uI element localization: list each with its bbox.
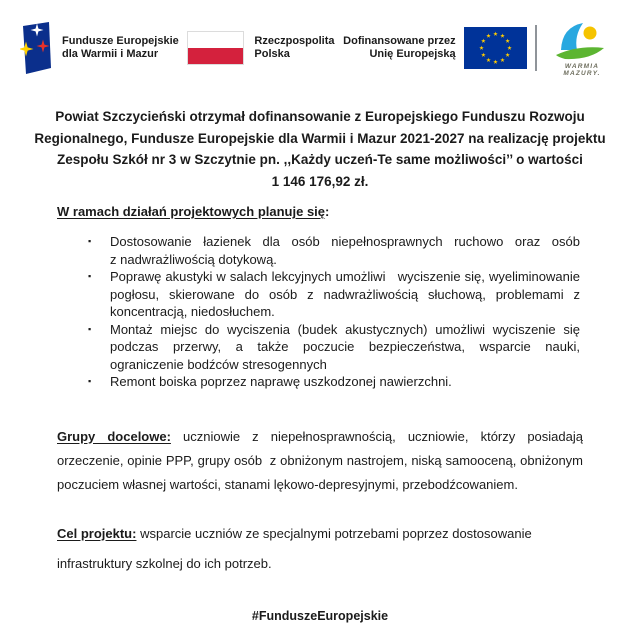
intro-line-amount: 1 146 176,92 zł. xyxy=(271,173,369,189)
eu-logo-line1: Dofinansowane przez xyxy=(343,34,456,47)
list-item-text: Poprawę akustyki w salach lekcyjnych umożliwi wyciszenie się, wyeliminowanie pogłosu, skierowane do osób z nadwrażliwością słuchową, problemami z koncentracją, niedosłuchem. xyxy=(110,269,580,319)
project-goal-label: Cel projektu: xyxy=(57,525,137,541)
wm-logo-line2: MAZURY. xyxy=(563,70,601,77)
poland-logo-line2: Polska xyxy=(254,48,290,60)
fe-logo-line1: Fundusze Europejskie xyxy=(62,34,179,47)
intro-paragraph xyxy=(20,106,620,192)
bullet-icon: ▪ xyxy=(88,376,92,386)
bullet-icon: ▪ xyxy=(88,271,92,281)
activities-heading xyxy=(57,204,640,219)
eu-logo-label xyxy=(343,35,455,62)
list-item xyxy=(88,268,580,321)
warmia-mazury-logo xyxy=(546,19,624,77)
wm-logo-line1: WARMIA xyxy=(564,63,600,70)
list-item xyxy=(88,321,580,374)
intro-line: Zespołu Szkół nr 3 w Szczytnie pn. ,,Każdy uczeń-Te same możliwości’’ o wartości xyxy=(57,152,583,167)
intro-line: Regionalnego, Fundusze Europejskie dla Warmii i Mazur 2021-2027 na realizację projektu xyxy=(34,130,606,146)
vertical-divider xyxy=(535,25,537,71)
bullet-icon: ▪ xyxy=(88,323,92,334)
poland-logo-label xyxy=(254,35,334,62)
poland-flag-icon xyxy=(187,31,244,65)
poland-logo-line1: Rzeczpospolita xyxy=(254,34,335,47)
logo-fundusze-europejskie xyxy=(20,21,179,75)
logo-eu-funding xyxy=(343,27,526,69)
eu-flag-icon xyxy=(464,27,527,69)
list-item-text: Montaż miejsc do wyciszenia (budek akustycznych) umożliwi wyciszenie się podczas przerwy, a także poczucie bezpieczeństwa, wsparcie nauki, ograniczenie bodźców stresogennych xyxy=(110,321,580,372)
logo-strip xyxy=(0,0,640,80)
list-item-text: Dostosowanie łazienek dla osób niepełnosprawnych ruchowo oraz osób z nadwrażliwością dotykową. xyxy=(110,234,580,267)
wm-sun-icon xyxy=(583,27,596,40)
intro-line: Powiat Szczycieński otrzymał dofinansowanie z Europejskiego Funduszu Rozwoju xyxy=(55,109,585,124)
wm-sail-icon xyxy=(561,23,583,50)
list-item xyxy=(88,233,580,268)
activities-heading-label: W ramach działań projektowych planuje się xyxy=(57,204,326,219)
target-groups-paragraph xyxy=(57,425,583,497)
activities-list xyxy=(88,233,580,391)
fe-logo-label xyxy=(62,35,179,62)
list-item xyxy=(88,373,580,391)
target-groups-label: Grupy docelowe: xyxy=(57,428,171,444)
target-groups-text: uczniowie z niepełnosprawnością, uczniowie, którzy posiadają orzeczenie, opinie PPP, grupy osób z obniżonym nastrojem, niską samooceną, obniżonym poczuciem własnej wartości, stanami lękowo-depresyjnymi, przebodźcowaniem. xyxy=(57,428,583,492)
project-goal-paragraph xyxy=(57,519,577,579)
eu-logo-line2: Unię Europejską xyxy=(369,48,456,60)
project-goal-text: wsparcie uczniów ze specjalnymi potrzebami poprzez dostosowanie infrastruktury szkolnej do ich potrzeb. xyxy=(57,525,532,571)
activities-heading-colon: : xyxy=(325,204,330,219)
bullet-icon: ▪ xyxy=(88,236,92,246)
fe-logo-line2: dla Warmii i Mazur xyxy=(62,48,159,60)
hashtag: #FunduszeEuropejskie xyxy=(251,608,389,623)
logo-poland xyxy=(187,31,334,65)
fe-flag-icon xyxy=(20,21,54,75)
list-item-text: Remont boiska poprzez naprawę uszkodzonej nawierzchni. xyxy=(110,374,452,389)
